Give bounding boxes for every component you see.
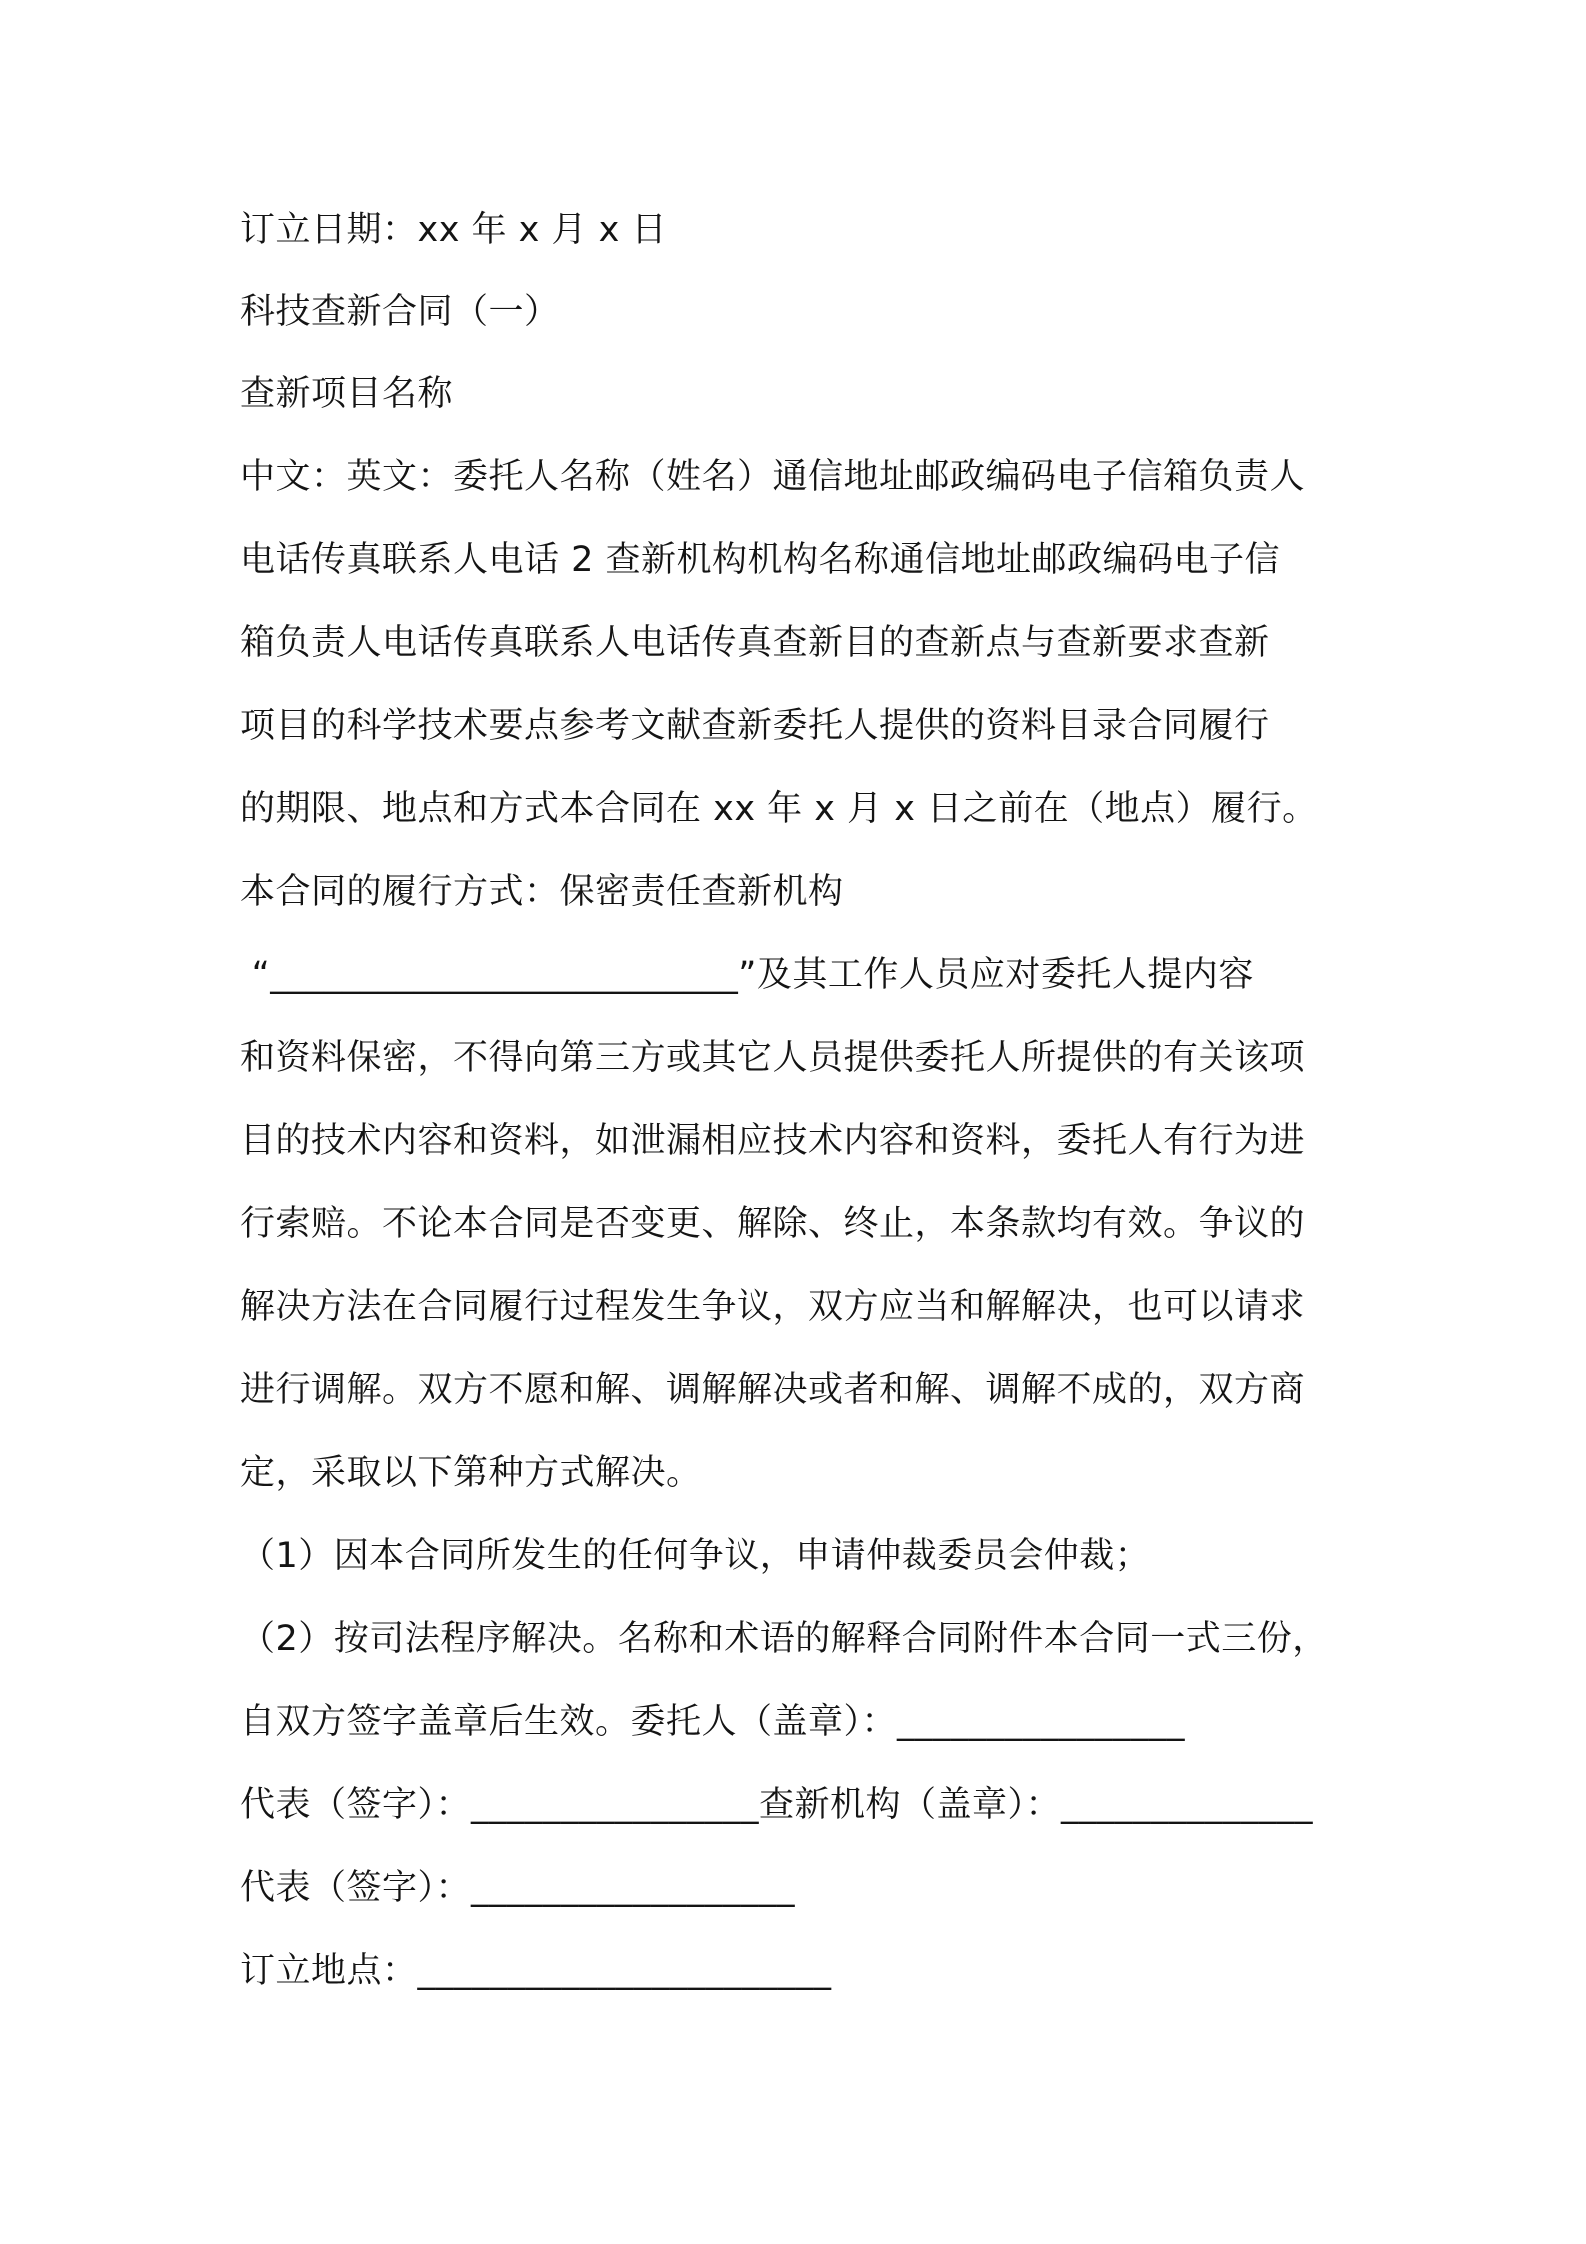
body-line: 电话传真联系人电话 2 查新机构机构名称通信地址邮政编码电子信 [240, 540, 1281, 580]
contract-title: 科技查新合同（一） [240, 292, 560, 332]
body-line: “__________________________”及其工作人员应对委托人提内容 [240, 955, 1254, 995]
signing-place-line: 订立地点：_______________________ [240, 1951, 832, 1991]
body-line: 的期限、地点和方式本合同在 xx 年 x 月 x 日之前在（地点）履行。 [240, 789, 1318, 829]
body-line: 项目的科学技术要点参考文献查新委托人提供的资料目录合同履行 [240, 706, 1270, 746]
dispute-option-1: （1）因本合同所发生的任何争议，申请仲裁委员会仲裁； [240, 1536, 1151, 1576]
body-line: 解决方法在合同履行过程发生争议，双方应当和解解决，也可以请求 [240, 1287, 1306, 1327]
signature-line: 代表（签字）：________________查新机构（盖章）：______________ [240, 1785, 1314, 1825]
project-name-heading: 查新项目名称 [240, 374, 454, 414]
signature-line: 自双方签字盖章后生效。委托人（盖章）：________________ [240, 1702, 1186, 1742]
signing-date-line: 订立日期：xx 年 x 月 x 日 [240, 210, 667, 250]
dispute-option-2: （2）按司法程序解决。名称和术语的解释合同附件本合同一式三份， [240, 1619, 1328, 1659]
body-line: 目的技术内容和资料，如泄漏相应技术内容和资料，委托人有行为进 [240, 1121, 1306, 1161]
body-line: 箱负责人电话传真联系人电话传真查新目的查新点与查新要求查新 [240, 623, 1270, 663]
body-line: 定，采取以下第种方式解决。 [240, 1453, 702, 1493]
body-line: 进行调解。双方不愿和解、调解解决或者和解、调解不成的，双方商 [240, 1370, 1306, 1410]
signature-line: 代表（签字）：__________________ [240, 1868, 796, 1908]
body-line: 行索赔。不论本合同是否变更、解除、终止，本条款均有效。争议的 [240, 1204, 1306, 1244]
body-line: 本合同的履行方式：保密责任查新机构 [240, 872, 844, 912]
body-line: 中文：英文：委托人名称（姓名）通信地址邮政编码电子信箱负责人 [240, 457, 1306, 497]
body-line: 和资料保密，不得向第三方或其它人员提供委托人所提供的有关该项 [240, 1038, 1306, 1078]
